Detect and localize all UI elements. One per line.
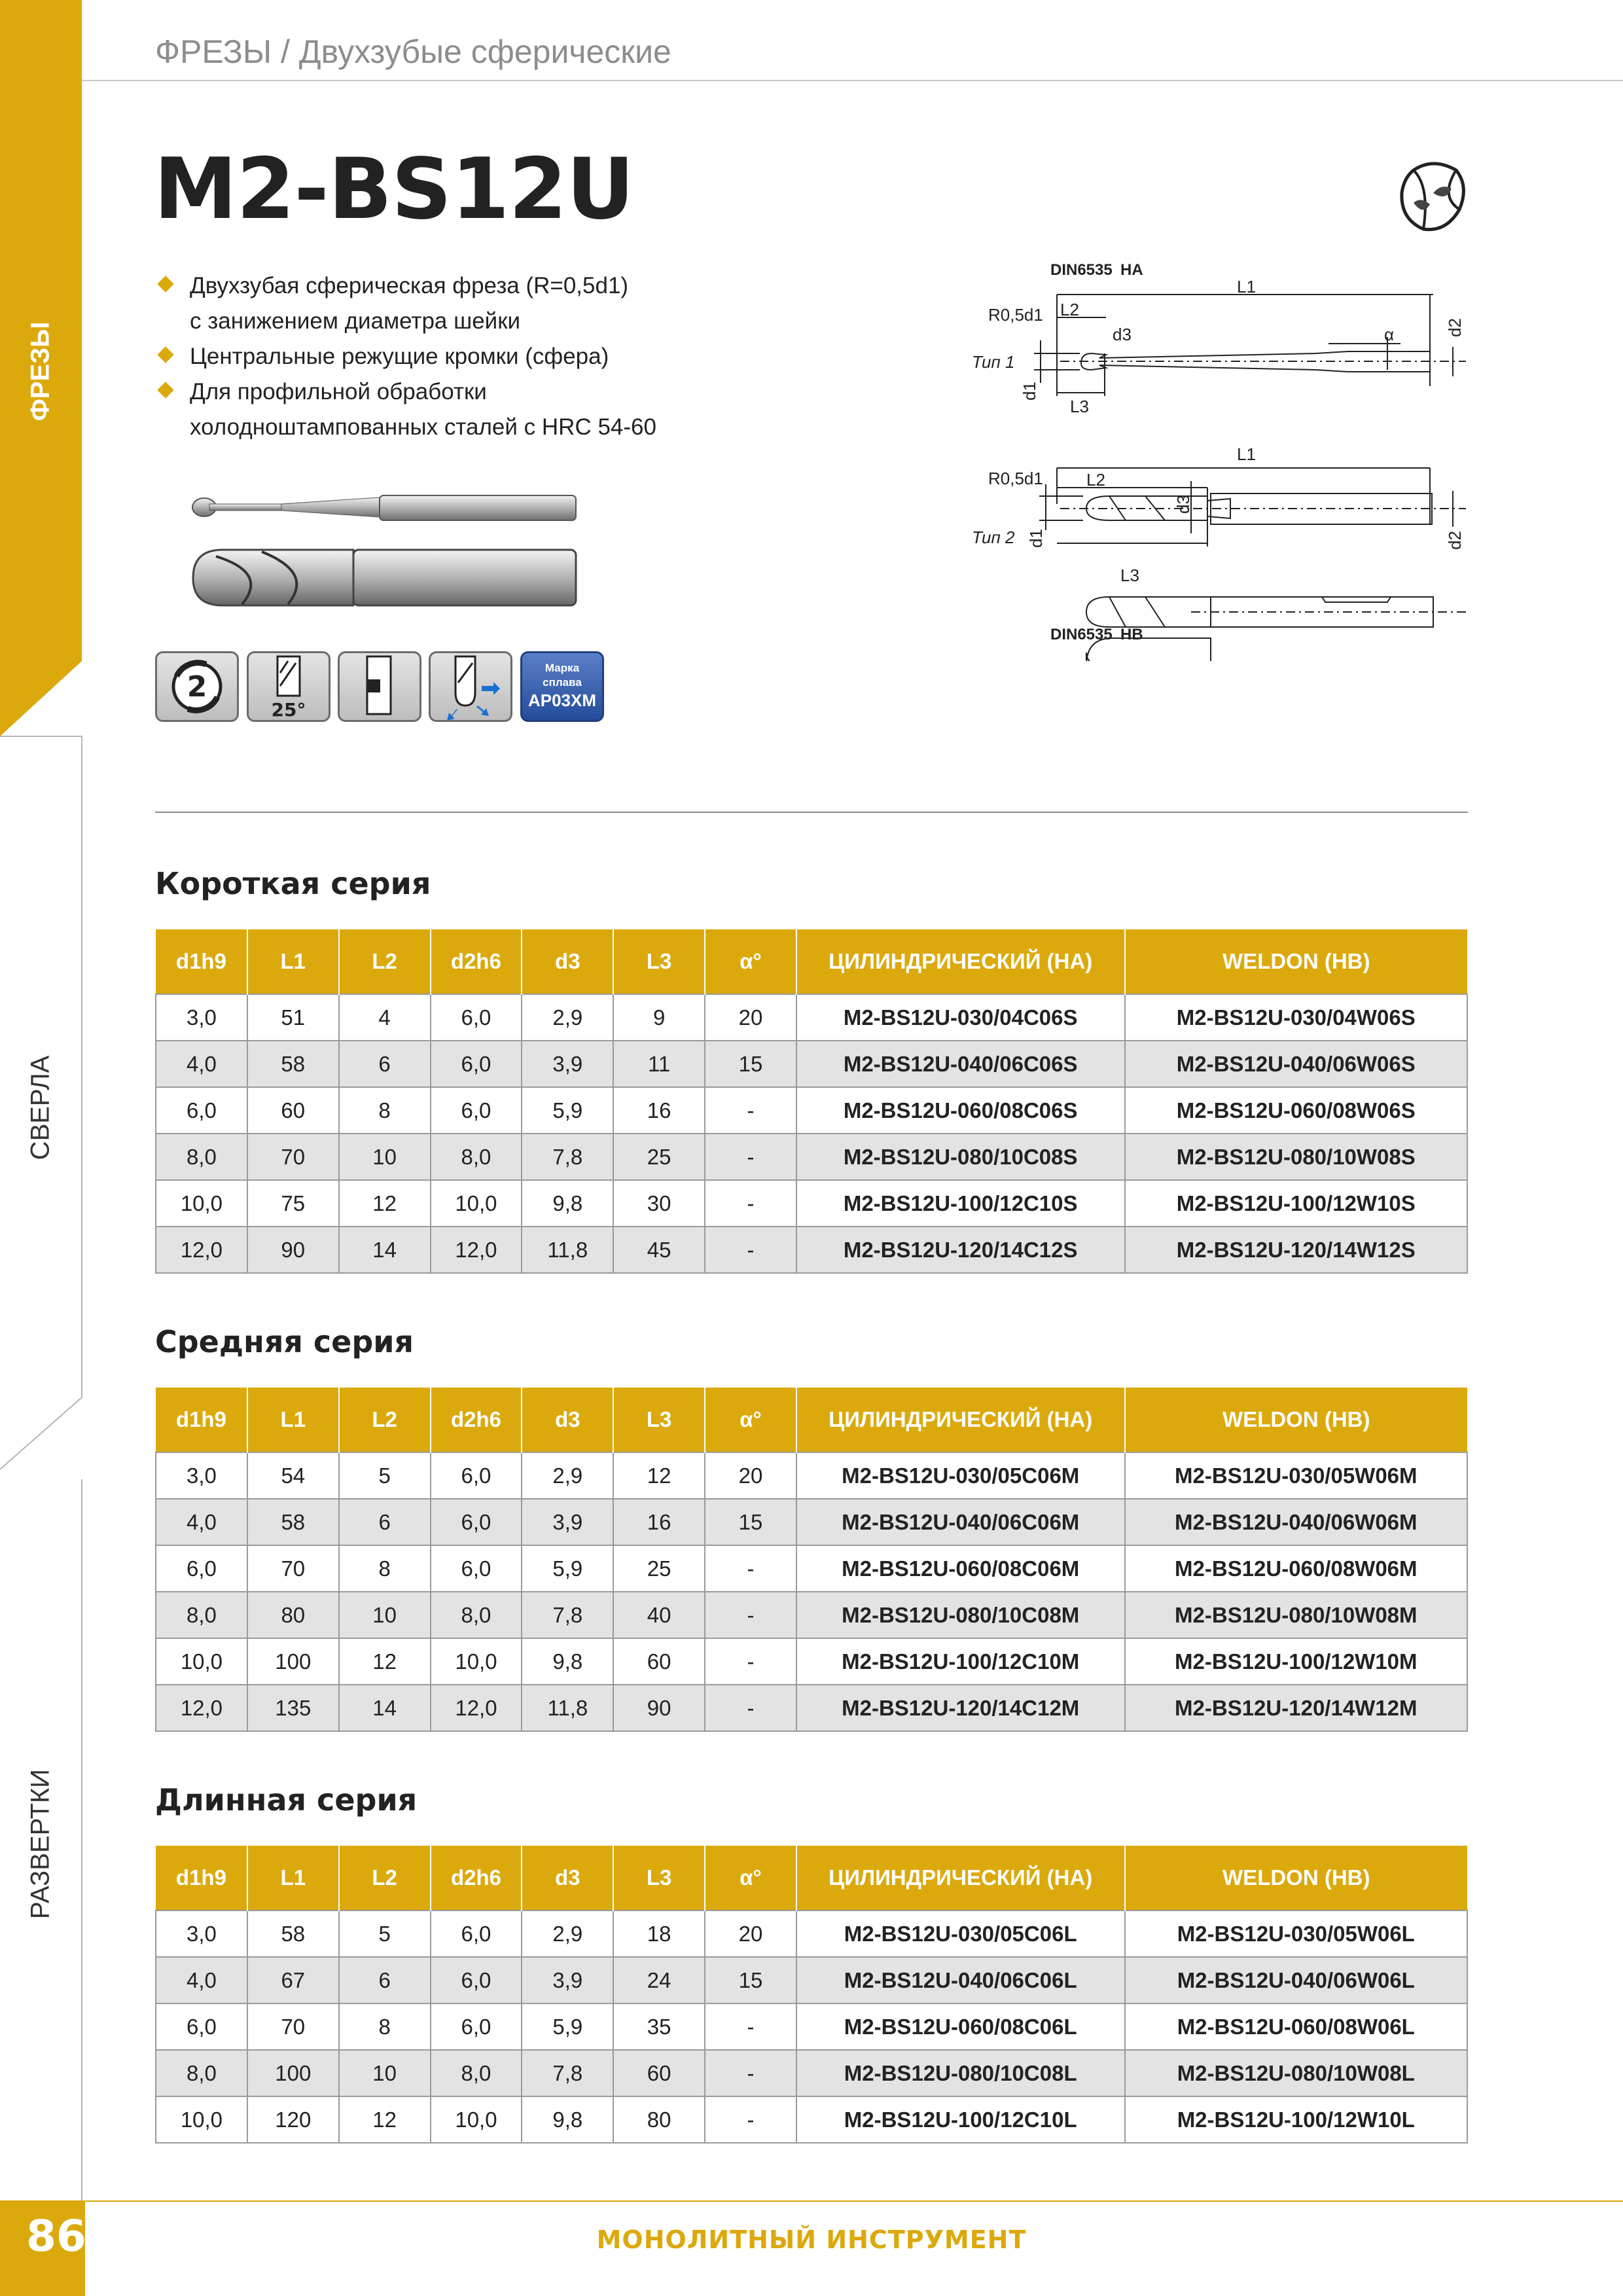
- product-code-cell: M2-BS12U-030/04W06S: [1125, 994, 1467, 1041]
- table-cell: 6,0: [431, 2003, 522, 2050]
- table-cell: 6,0: [431, 994, 522, 1041]
- feature-line: холодноштампованных сталей с HRC 54-60: [190, 414, 656, 440]
- product-code-cell: M2-BS12U-080/10C08L: [796, 2050, 1125, 2096]
- column-header: ЦИЛИНДРИЧЕСКИЙ (HA): [796, 929, 1125, 994]
- feature-item: [157, 339, 746, 374]
- table-cell: 60: [613, 1638, 705, 1685]
- table-cell: 3,9: [522, 1957, 613, 2003]
- breadcrumb: ФРЕЗЫ / Двухзубые сферические: [155, 33, 671, 70]
- table-row: [156, 1592, 1467, 1638]
- column-header: L2: [339, 1388, 431, 1452]
- table-cell: 40: [613, 1592, 705, 1638]
- product-code-cell: M2-BS12U-100/12C10S: [796, 1180, 1125, 1227]
- helix-angle-icon: [247, 651, 330, 722]
- table-cell: 70: [247, 2003, 339, 2050]
- column-header: d2h6: [431, 1388, 522, 1452]
- table-cell: -: [705, 1638, 796, 1685]
- column-header: L2: [339, 1846, 431, 1910]
- column-header: L3: [613, 929, 705, 994]
- product-code-cell: M2-BS12U-030/05C06M: [796, 1452, 1125, 1499]
- column-header: WELDON (HB): [1125, 1846, 1467, 1910]
- table-cell: 6: [339, 1041, 431, 1087]
- table-cell: 10,0: [431, 1638, 522, 1685]
- footer-rule: [82, 2200, 1623, 2202]
- product-code-cell: M2-BS12U-060/08C06M: [796, 1545, 1125, 1592]
- standard-suffix: HA: [1120, 261, 1143, 279]
- table-cell: 8: [339, 1545, 431, 1592]
- dim-d1: d1: [1020, 382, 1039, 401]
- table-cell: 20: [705, 1452, 796, 1499]
- product-code-cell: M2-BS12U-030/05W06L: [1125, 1910, 1467, 1957]
- table-cell: 7,8: [522, 2050, 613, 2096]
- product-code-cell: M2-BS12U-060/08W06L: [1125, 2003, 1467, 2050]
- table-cell: 8,0: [156, 1134, 247, 1180]
- bullet-diamond-icon: [157, 382, 173, 398]
- product-code-cell: M2-BS12U-080/10W08L: [1125, 2050, 1467, 2096]
- table-row: [156, 1545, 1467, 1592]
- helix-angle-value: 25°: [271, 699, 306, 720]
- product-code-cell: M2-BS12U-100/12C10L: [796, 2096, 1125, 2143]
- table-cell: 15: [705, 1957, 796, 2003]
- table-cell: 45: [613, 1227, 705, 1273]
- product-code-cell: M2-BS12U-100/12C10M: [796, 1638, 1125, 1685]
- product-code-cell: M2-BS12U-040/06C06M: [796, 1499, 1125, 1545]
- column-header: WELDON (HB): [1125, 929, 1467, 994]
- product-code-cell: M2-BS12U-120/14C12M: [796, 1685, 1125, 1731]
- standard-label: DIN6535: [1050, 626, 1113, 643]
- product-code-cell: M2-BS12U-100/12W10L: [1125, 2096, 1467, 2143]
- table-cell: 8,0: [431, 1592, 522, 1638]
- table-cell: -: [705, 1134, 796, 1180]
- table-header-row: [156, 929, 1467, 994]
- column-header: α°: [705, 1388, 796, 1452]
- table-row: [156, 1087, 1467, 1134]
- table-cell: 3,9: [522, 1041, 613, 1087]
- spec-table-long: [155, 1846, 1468, 2144]
- dim-l3: L3: [1120, 565, 1139, 585]
- table-row: [156, 1910, 1467, 1957]
- table-row: [156, 1134, 1467, 1180]
- table-cell: 9: [613, 994, 705, 1041]
- table-row: [156, 1499, 1467, 1545]
- table-cell: 7,8: [522, 1592, 613, 1638]
- feature-item: [157, 374, 746, 445]
- alloy-grade-value: AP03XM: [527, 691, 597, 710]
- table-cell: 6: [339, 1957, 431, 2003]
- sidebar-tab-frezy[interactable]: ФРЕЗЫ: [26, 321, 55, 422]
- column-header: WELDON (HB): [1125, 1388, 1467, 1452]
- table-cell: 6,0: [156, 1087, 247, 1134]
- column-header: α°: [705, 929, 796, 994]
- table-cell: 51: [247, 994, 339, 1041]
- table-cell: 20: [705, 994, 796, 1041]
- table-row: [156, 1180, 1467, 1227]
- table-cell: 58: [247, 1499, 339, 1545]
- product-code-cell: M2-BS12U-080/10W08M: [1125, 1592, 1467, 1638]
- sidebar-tab-razvertki[interactable]: РАЗВЕРТКИ: [26, 1768, 55, 1920]
- table-cell: 80: [613, 2096, 705, 2143]
- table-row: [156, 1041, 1467, 1087]
- table-cell: 9,8: [522, 2096, 613, 2143]
- table-cell: 8,0: [156, 1592, 247, 1638]
- table-cell: 16: [613, 1499, 705, 1545]
- type2-label: Тип 2: [972, 528, 1015, 547]
- table-cell: 10,0: [156, 2096, 247, 2143]
- table-cell: 6,0: [431, 1452, 522, 1499]
- feature-line: Двухзубая сферическая фреза (R=0,5d1): [190, 273, 629, 298]
- table-header-row: [156, 1846, 1467, 1910]
- table-cell: 10: [339, 2050, 431, 2096]
- dim-d2: d2: [1445, 318, 1465, 337]
- table-row: [156, 2050, 1467, 2096]
- table-cell: 8,0: [156, 2050, 247, 2096]
- product-code-cell: M2-BS12U-040/06W06M: [1125, 1499, 1467, 1545]
- dim-l1: L1: [1237, 277, 1256, 296]
- table-cell: 8: [339, 2003, 431, 2050]
- product-code-cell: M2-BS12U-060/08W06S: [1125, 1087, 1467, 1134]
- side-navigation: [0, 0, 82, 2296]
- table-header-row: [156, 1388, 1467, 1452]
- table-row: [156, 1452, 1467, 1499]
- table-cell: 5: [339, 1452, 431, 1499]
- table-cell: 24: [613, 1957, 705, 2003]
- product-code-cell: M2-BS12U-060/08C06S: [796, 1087, 1125, 1134]
- badge-line: сплава: [543, 676, 582, 689]
- table-cell: 12: [613, 1452, 705, 1499]
- table-cell: 6,0: [156, 2003, 247, 2050]
- two-flutes-icon: [155, 651, 239, 722]
- table-row: [156, 2003, 1467, 2050]
- product-code-cell: M2-BS12U-080/10C08S: [796, 1134, 1125, 1180]
- table-row: [156, 1957, 1467, 2003]
- table-cell: 12: [339, 2096, 431, 2143]
- table-cell: -: [705, 2003, 796, 2050]
- footer-title: МОНОЛИТНЫЙ ИНСТРУМЕНТ: [596, 2225, 1027, 2254]
- table-cell: 9,8: [522, 1638, 613, 1685]
- table-cell: 60: [613, 2050, 705, 2096]
- table-cell: 12: [339, 1180, 431, 1227]
- standard-label: DIN6535: [1050, 261, 1113, 279]
- bullet-diamond-icon: [157, 346, 173, 363]
- table-cell: 14: [339, 1685, 431, 1731]
- product-code-cell: M2-BS12U-120/14W12M: [1125, 1685, 1467, 1731]
- table-cell: 6,0: [431, 1041, 522, 1087]
- table-cell: 6,0: [431, 1910, 522, 1957]
- table-cell: 58: [247, 1041, 339, 1087]
- table-cell: -: [705, 1545, 796, 1592]
- tool-photo-ball-end: [190, 547, 582, 612]
- table-cell: 6,0: [156, 1545, 247, 1592]
- section-title-short: Короткая серия: [155, 866, 431, 901]
- table-cell: 75: [247, 1180, 339, 1227]
- shank-type-icon: [338, 651, 421, 722]
- product-code-cell: M2-BS12U-030/05W06M: [1125, 1452, 1467, 1499]
- badge-line: Марка: [544, 662, 580, 674]
- table-cell: 8,0: [431, 1134, 522, 1180]
- table-cell: 4,0: [156, 1499, 247, 1545]
- column-header: L1: [247, 1846, 339, 1910]
- table-cell: 20: [705, 1910, 796, 1957]
- table-cell: 6,0: [431, 1499, 522, 1545]
- feature-line: Центральные режущие кромки (сфера): [190, 344, 609, 369]
- product-code-cell: M2-BS12U-040/06W06S: [1125, 1041, 1467, 1087]
- radius-label: R0,5d1: [988, 305, 1043, 325]
- header-divider: [82, 80, 1623, 81]
- type1-label: Тип 1: [972, 352, 1015, 372]
- table-cell: 11,8: [522, 1685, 613, 1731]
- table-cell: 5,9: [522, 2003, 613, 2050]
- column-header: L1: [247, 1388, 339, 1452]
- table-cell: 4,0: [156, 1041, 247, 1087]
- column-header: α°: [705, 1846, 796, 1910]
- table-cell: -: [705, 1087, 796, 1134]
- column-header: L3: [613, 1388, 705, 1452]
- feature-item: [157, 268, 746, 339]
- column-header: L2: [339, 929, 431, 994]
- product-code-cell: M2-BS12U-100/12W10M: [1125, 1638, 1467, 1685]
- product-code-cell: M2-BS12U-040/06C06L: [796, 1957, 1125, 2003]
- column-header: ЦИЛИНДРИЧЕСКИЙ (HA): [796, 1846, 1125, 1910]
- table-cell: 15: [705, 1499, 796, 1545]
- radius-label: R0,5d1: [988, 469, 1043, 488]
- table-cell: -: [705, 2096, 796, 2143]
- section-title-long: Длинная серия: [155, 1782, 418, 1818]
- dim-alpha: α: [1384, 325, 1395, 344]
- column-header: d3: [522, 1388, 613, 1452]
- table-cell: 12: [339, 1638, 431, 1685]
- table-row: [156, 1685, 1467, 1731]
- sidebar-tab-sverla[interactable]: СВЕРЛА: [26, 1055, 55, 1160]
- table-row: [156, 1638, 1467, 1685]
- table-cell: -: [705, 2050, 796, 2096]
- feature-line: Для профильной обработки: [190, 379, 487, 404]
- table-cell: 100: [247, 1638, 339, 1685]
- table-cell: 3,9: [522, 1499, 613, 1545]
- table-cell: 2,9: [522, 1910, 613, 1957]
- feature-list: [157, 268, 746, 445]
- table-cell: 70: [247, 1134, 339, 1180]
- spec-table-medium: [155, 1388, 1468, 1732]
- column-header: d3: [522, 1846, 613, 1910]
- table-cell: 35: [613, 2003, 705, 2050]
- column-header: d2h6: [431, 1846, 522, 1910]
- column-header: ЦИЛИНДРИЧЕСКИЙ (HA): [796, 1388, 1125, 1452]
- table-cell: 6,0: [431, 1957, 522, 2003]
- product-code-cell: M2-BS12U-060/08C06L: [796, 2003, 1125, 2050]
- table-cell: 10: [339, 1592, 431, 1638]
- column-header: L1: [247, 929, 339, 994]
- table-cell: 25: [613, 1545, 705, 1592]
- table-cell: 54: [247, 1452, 339, 1499]
- table-cell: 5,9: [522, 1087, 613, 1134]
- table-cell: 120: [247, 2096, 339, 2143]
- table-cell: 12,0: [156, 1227, 247, 1273]
- table-cell: 11,8: [522, 1227, 613, 1273]
- table-cell: 6: [339, 1499, 431, 1545]
- table-cell: -: [705, 1592, 796, 1638]
- dim-d1: d1: [1026, 529, 1046, 548]
- table-cell: 3,0: [156, 1452, 247, 1499]
- product-code-cell: M2-BS12U-040/06C06S: [796, 1041, 1125, 1087]
- product-code-cell: M2-BS12U-040/06W06L: [1125, 1957, 1467, 2003]
- table-cell: 10,0: [156, 1638, 247, 1685]
- product-code-cell: M2-BS12U-120/14C12S: [796, 1227, 1125, 1273]
- table-cell: 12,0: [431, 1227, 522, 1273]
- page-title: M2-BS12U: [154, 141, 634, 238]
- column-header: d3: [522, 929, 613, 994]
- dim-l3: L3: [1070, 397, 1089, 416]
- table-cell: -: [705, 1227, 796, 1273]
- table-row: [156, 2096, 1467, 2143]
- dim-d2: d2: [1445, 531, 1465, 550]
- technical-drawing: [929, 255, 1505, 661]
- dim-l1: L1: [1237, 444, 1256, 464]
- table-cell: 135: [247, 1685, 339, 1731]
- product-code-cell: M2-BS12U-030/04C06S: [796, 994, 1125, 1041]
- table-cell: 12,0: [431, 1685, 522, 1731]
- table-row: [156, 1227, 1467, 1273]
- table-cell: 10,0: [431, 1180, 522, 1227]
- flute-count: 2: [187, 670, 207, 704]
- table-cell: 4,0: [156, 1957, 247, 2003]
- coolant-icon: [429, 651, 512, 722]
- bullet-diamond-icon: [157, 276, 173, 292]
- table-cell: 80: [247, 1592, 339, 1638]
- column-header: L3: [613, 1846, 705, 1910]
- feature-line: с занижением диаметра шейки: [190, 308, 521, 334]
- table-cell: 12,0: [156, 1685, 247, 1731]
- column-header: d1h9: [156, 1388, 247, 1452]
- spec-table-short: [155, 929, 1468, 1274]
- tool-photo-small-neck: [190, 488, 582, 553]
- column-header: d2h6: [431, 929, 522, 994]
- product-code-cell: M2-BS12U-030/05C06L: [796, 1910, 1125, 1957]
- table-row: [156, 994, 1467, 1041]
- table-cell: 8,0: [431, 2050, 522, 2096]
- product-code-cell: M2-BS12U-060/08W06M: [1125, 1545, 1467, 1592]
- table-cell: 6,0: [431, 1545, 522, 1592]
- standard-suffix: HB: [1120, 626, 1143, 643]
- ball-end-icon: [1394, 157, 1472, 242]
- section-title-medium: Средняя серия: [155, 1324, 414, 1359]
- table-cell: 14: [339, 1227, 431, 1273]
- table-cell: 90: [613, 1685, 705, 1731]
- column-header: d1h9: [156, 929, 247, 994]
- table-cell: 16: [613, 1087, 705, 1134]
- table-cell: 67: [247, 1957, 339, 2003]
- table-cell: 30: [613, 1180, 705, 1227]
- table-cell: 5,9: [522, 1545, 613, 1592]
- table-cell: 2,9: [522, 1452, 613, 1499]
- dim-d3: d3: [1173, 495, 1193, 514]
- section-divider: [155, 812, 1468, 813]
- table-cell: 58: [247, 1910, 339, 1957]
- dim-l2: L2: [1060, 300, 1079, 319]
- product-code-cell: M2-BS12U-080/10W08S: [1125, 1134, 1467, 1180]
- table-cell: 5: [339, 1910, 431, 1957]
- table-cell: 9,8: [522, 1180, 613, 1227]
- table-cell: 60: [247, 1087, 339, 1134]
- table-cell: 10: [339, 1134, 431, 1180]
- table-cell: 7,8: [522, 1134, 613, 1180]
- page-number: 86: [26, 2211, 86, 2261]
- table-cell: 25: [613, 1134, 705, 1180]
- column-header: d1h9: [156, 1846, 247, 1910]
- dim-d3: d3: [1113, 325, 1132, 344]
- table-cell: 100: [247, 2050, 339, 2096]
- table-cell: 8: [339, 1087, 431, 1134]
- table-cell: 11: [613, 1041, 705, 1087]
- table-cell: 10,0: [431, 2096, 522, 2143]
- table-cell: 70: [247, 1545, 339, 1592]
- table-cell: 3,0: [156, 994, 247, 1041]
- table-cell: -: [705, 1685, 796, 1731]
- product-code-cell: M2-BS12U-120/14W12S: [1125, 1227, 1467, 1273]
- table-cell: 6,0: [431, 1087, 522, 1134]
- product-code-cell: M2-BS12U-080/10C08M: [796, 1592, 1125, 1638]
- table-cell: 3,0: [156, 1910, 247, 1957]
- table-cell: 2,9: [522, 994, 613, 1041]
- table-cell: 90: [247, 1227, 339, 1273]
- alloy-grade-badge: [520, 651, 604, 722]
- table-cell: 10,0: [156, 1180, 247, 1227]
- table-cell: 4: [339, 994, 431, 1041]
- dim-l2: L2: [1086, 470, 1105, 490]
- product-code-cell: M2-BS12U-100/12W10S: [1125, 1180, 1467, 1227]
- table-cell: 18: [613, 1910, 705, 1957]
- table-cell: -: [705, 1180, 796, 1227]
- table-cell: 15: [705, 1041, 796, 1087]
